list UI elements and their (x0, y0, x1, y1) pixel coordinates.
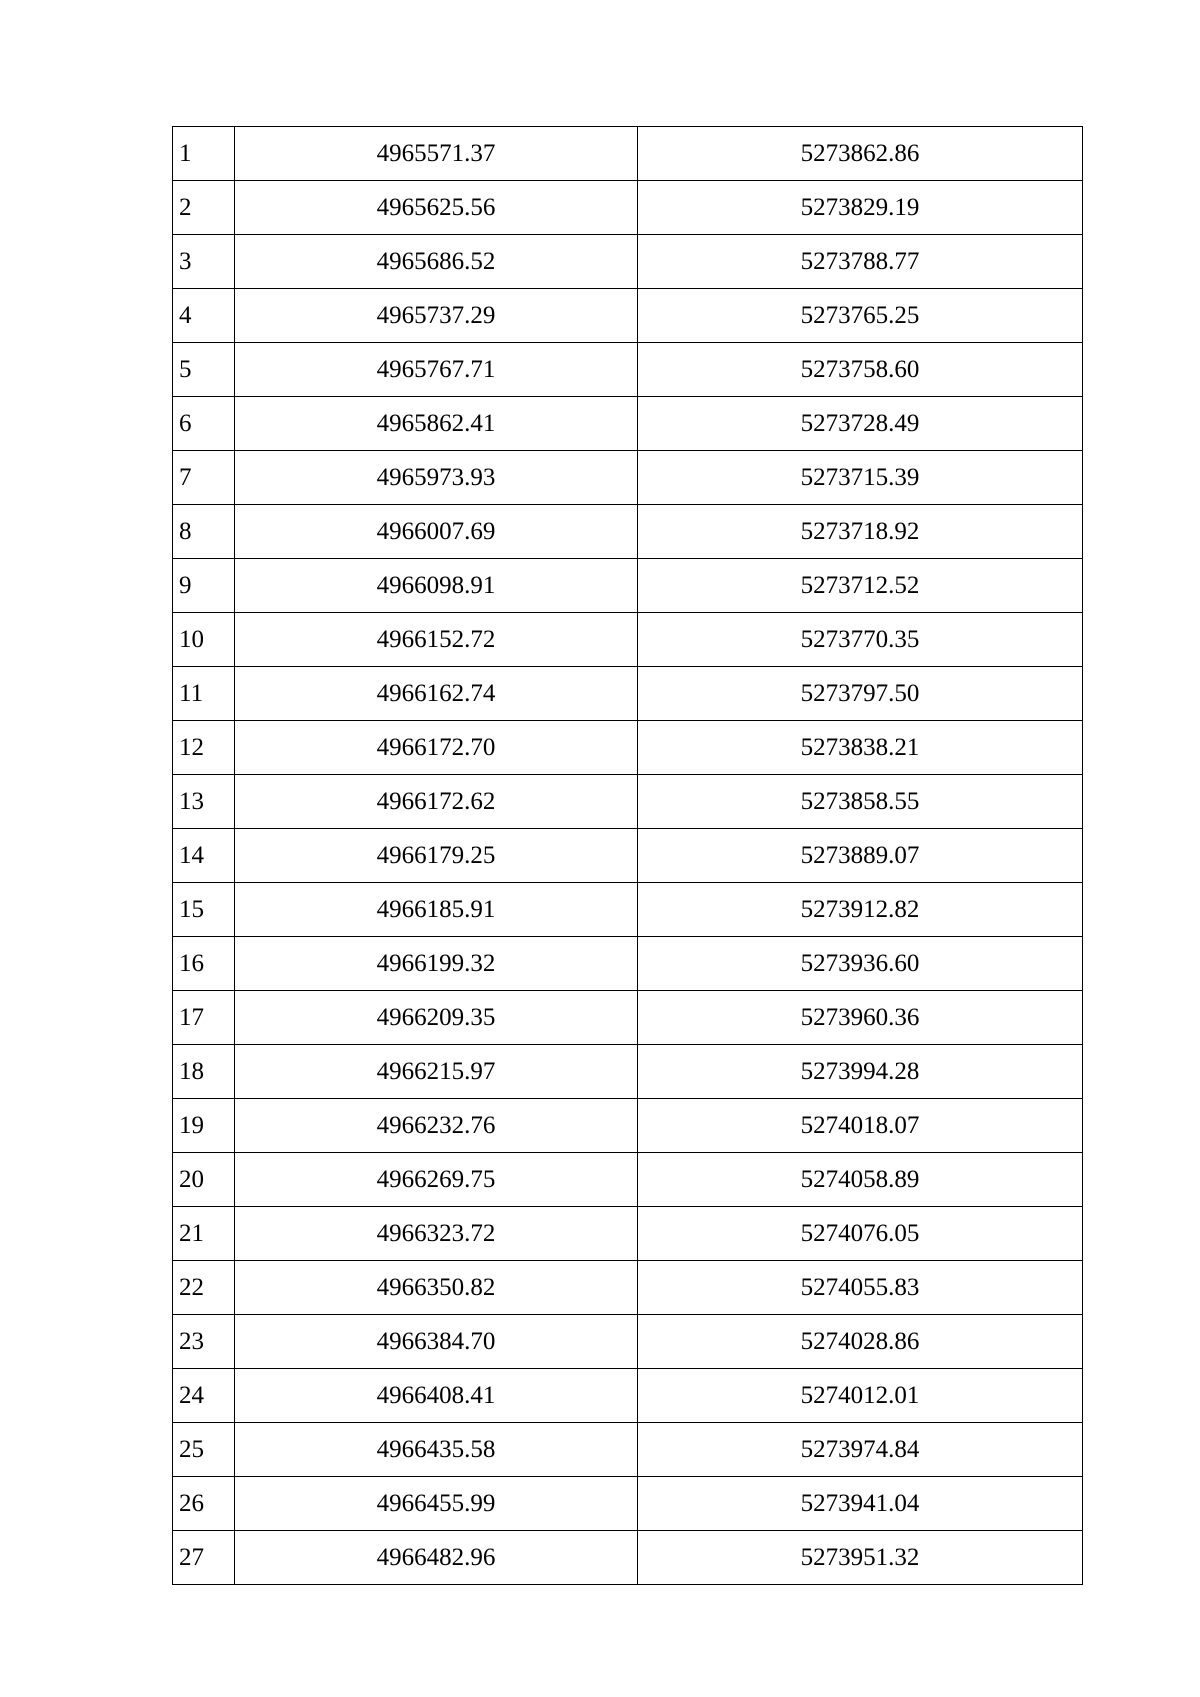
table-row (173, 991, 1083, 1045)
table-row (173, 937, 1083, 991)
x-coordinate-cell: 4966435.58 (235, 1423, 638, 1477)
point-number-cell: 11 (173, 667, 235, 721)
point-number-cell: 24 (173, 1369, 235, 1423)
y-coordinate-cell: 5273728.49 (638, 397, 1083, 451)
y-coordinate-cell: 5273994.28 (638, 1045, 1083, 1099)
point-number-cell: 3 (173, 235, 235, 289)
point-number-cell: 27 (173, 1531, 235, 1585)
point-number-cell: 18 (173, 1045, 235, 1099)
y-coordinate-cell: 5273788.77 (638, 235, 1083, 289)
point-number-cell: 23 (173, 1315, 235, 1369)
point-number-cell: 19 (173, 1099, 235, 1153)
x-coordinate-cell: 4965973.93 (235, 451, 638, 505)
x-coordinate-cell: 4966179.25 (235, 829, 638, 883)
y-coordinate-cell: 5273936.60 (638, 937, 1083, 991)
point-number-cell: 16 (173, 937, 235, 991)
y-coordinate-cell: 5274012.01 (638, 1369, 1083, 1423)
y-coordinate-cell: 5274028.86 (638, 1315, 1083, 1369)
y-coordinate-cell: 5273858.55 (638, 775, 1083, 829)
y-coordinate-cell: 5274055.83 (638, 1261, 1083, 1315)
x-coordinate-cell: 4965737.29 (235, 289, 638, 343)
point-number-cell: 8 (173, 505, 235, 559)
y-coordinate-cell: 5273974.84 (638, 1423, 1083, 1477)
y-coordinate-cell: 5273951.32 (638, 1531, 1083, 1585)
y-coordinate-cell: 5273838.21 (638, 721, 1083, 775)
table-row (173, 613, 1083, 667)
table-row (173, 397, 1083, 451)
table-row (173, 235, 1083, 289)
y-coordinate-cell: 5274058.89 (638, 1153, 1083, 1207)
table-row (173, 667, 1083, 721)
table-row (173, 1369, 1083, 1423)
table-row (173, 289, 1083, 343)
point-number-cell: 2 (173, 181, 235, 235)
x-coordinate-cell: 4965767.71 (235, 343, 638, 397)
x-coordinate-cell: 4966152.72 (235, 613, 638, 667)
y-coordinate-cell: 5273862.86 (638, 127, 1083, 181)
point-number-cell: 13 (173, 775, 235, 829)
x-coordinate-cell: 4965686.52 (235, 235, 638, 289)
x-coordinate-cell: 4966232.76 (235, 1099, 638, 1153)
x-coordinate-cell: 4965625.56 (235, 181, 638, 235)
x-coordinate-cell: 4966162.74 (235, 667, 638, 721)
table-row (173, 559, 1083, 613)
x-coordinate-cell: 4966408.41 (235, 1369, 638, 1423)
table-row (173, 721, 1083, 775)
y-coordinate-cell: 5273889.07 (638, 829, 1083, 883)
table-row (173, 1315, 1083, 1369)
x-coordinate-cell: 4966172.70 (235, 721, 638, 775)
table-row (173, 1207, 1083, 1261)
point-number-cell: 21 (173, 1207, 235, 1261)
point-number-cell: 20 (173, 1153, 235, 1207)
x-coordinate-cell: 4966350.82 (235, 1261, 638, 1315)
table-row (173, 1261, 1083, 1315)
coordinates-table-body (173, 127, 1083, 1585)
x-coordinate-cell: 4966455.99 (235, 1477, 638, 1531)
y-coordinate-cell: 5273797.50 (638, 667, 1083, 721)
table-row (173, 451, 1083, 505)
x-coordinate-cell: 4965571.37 (235, 127, 638, 181)
point-number-cell: 9 (173, 559, 235, 613)
table-row (173, 1099, 1083, 1153)
y-coordinate-cell: 5273718.92 (638, 505, 1083, 559)
table-row (173, 1153, 1083, 1207)
point-number-cell: 14 (173, 829, 235, 883)
x-coordinate-cell: 4966482.96 (235, 1531, 638, 1585)
table-row (173, 1423, 1083, 1477)
point-number-cell: 12 (173, 721, 235, 775)
y-coordinate-cell: 5273960.36 (638, 991, 1083, 1045)
y-coordinate-cell: 5273941.04 (638, 1477, 1083, 1531)
point-number-cell: 10 (173, 613, 235, 667)
x-coordinate-cell: 4965862.41 (235, 397, 638, 451)
table-row (173, 127, 1083, 181)
x-coordinate-cell: 4966209.35 (235, 991, 638, 1045)
y-coordinate-cell: 5273829.19 (638, 181, 1083, 235)
point-number-cell: 7 (173, 451, 235, 505)
x-coordinate-cell: 4966185.91 (235, 883, 638, 937)
point-number-cell: 17 (173, 991, 235, 1045)
x-coordinate-cell: 4966269.75 (235, 1153, 638, 1207)
point-number-cell: 1 (173, 127, 235, 181)
table-row (173, 775, 1083, 829)
table-row (173, 829, 1083, 883)
point-number-cell: 22 (173, 1261, 235, 1315)
table-row (173, 505, 1083, 559)
y-coordinate-cell: 5273912.82 (638, 883, 1083, 937)
x-coordinate-cell: 4966215.97 (235, 1045, 638, 1099)
x-coordinate-cell: 4966323.72 (235, 1207, 638, 1261)
table-row (173, 1045, 1083, 1099)
y-coordinate-cell: 5273715.39 (638, 451, 1083, 505)
x-coordinate-cell: 4966172.62 (235, 775, 638, 829)
y-coordinate-cell: 5274076.05 (638, 1207, 1083, 1261)
point-number-cell: 26 (173, 1477, 235, 1531)
table-row (173, 1477, 1083, 1531)
table-row (173, 181, 1083, 235)
y-coordinate-cell: 5273770.35 (638, 613, 1083, 667)
x-coordinate-cell: 4966199.32 (235, 937, 638, 991)
point-number-cell: 6 (173, 397, 235, 451)
y-coordinate-cell: 5273712.52 (638, 559, 1083, 613)
point-number-cell: 15 (173, 883, 235, 937)
x-coordinate-cell: 4966098.91 (235, 559, 638, 613)
point-number-cell: 4 (173, 289, 235, 343)
y-coordinate-cell: 5274018.07 (638, 1099, 1083, 1153)
y-coordinate-cell: 5273758.60 (638, 343, 1083, 397)
table-row (173, 1531, 1083, 1585)
point-number-cell: 5 (173, 343, 235, 397)
point-number-cell: 25 (173, 1423, 235, 1477)
x-coordinate-cell: 4966007.69 (235, 505, 638, 559)
table-row (173, 343, 1083, 397)
y-coordinate-cell: 5273765.25 (638, 289, 1083, 343)
coordinates-table (172, 126, 1083, 1585)
table-row (173, 883, 1083, 937)
x-coordinate-cell: 4966384.70 (235, 1315, 638, 1369)
